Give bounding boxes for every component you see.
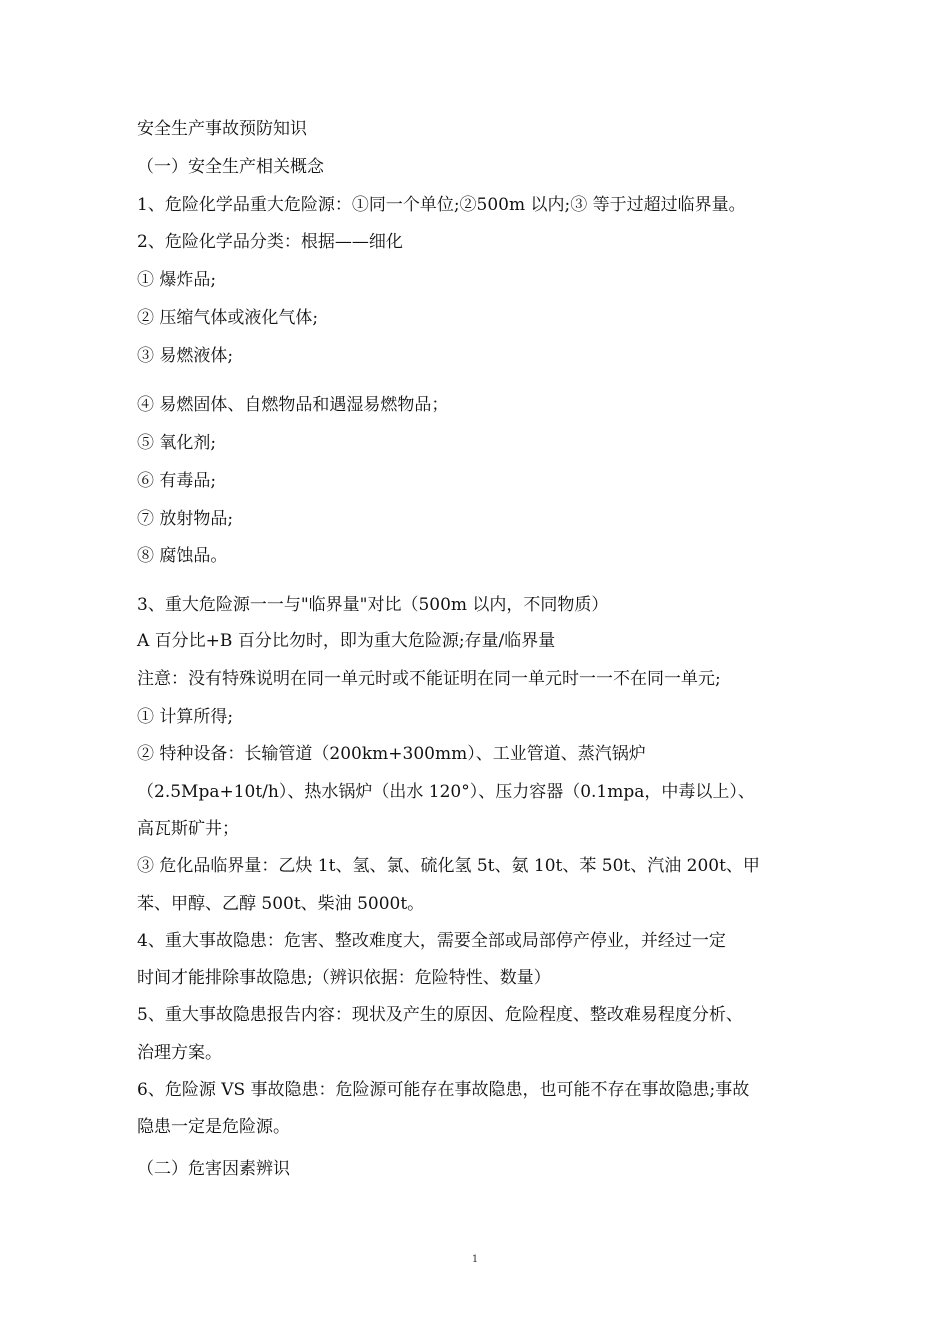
section-heading: （一）安全生产相关概念	[137, 157, 324, 177]
list-item: ③ 危化品临界量：乙炔 1t、氢、氯、硫化氢 5t、氨 10t、苯 50t、汽油 200t、甲	[137, 856, 760, 876]
paragraph-line: （2.5Mpa+10t/h）、热水锅炉（出水 120°）、压力容器（0.1mpa，中毒以上）、	[137, 782, 755, 802]
list-item: ① 计算所得;	[137, 707, 234, 727]
paragraph-line: 6、危险源 VS 事故隐患：危险源可能存在事故隐患，也可能不存在事故隐患;事故	[137, 1080, 750, 1100]
paragraph-line: 时间才能排除事故隐患;（辨识依据：危险特性、数量）	[137, 968, 551, 988]
paragraph-line: 高瓦斯矿井；	[137, 819, 239, 839]
section-heading: （二）危害因素辨识	[137, 1159, 290, 1179]
list-item: ⑥ 有毒品;	[137, 471, 217, 491]
list-item: ⑦ 放射物品;	[137, 509, 234, 529]
paragraph-line: 隐患一定是危险源。	[137, 1117, 290, 1137]
list-item: ② 压缩气体或液化气体;	[137, 308, 319, 328]
document-title: 安全生产事故预防知识	[137, 119, 307, 139]
list-item: ④ 易燃固体、自燃物品和遇湿易燃物品；	[137, 395, 449, 415]
paragraph-line: 2、危险化学品分类：根据——细化	[137, 232, 403, 252]
paragraph-line: 治理方案。	[137, 1043, 222, 1063]
list-item: ① 爆炸品;	[137, 270, 217, 290]
paragraph-line: 3、重大危险源一一与"临界量"对比（500m 以内，不同物质）	[137, 595, 609, 615]
paragraph-line: 5、重大事故隐患报告内容：现状及产生的原因、危险程度、整改难易程度分析、	[137, 1005, 743, 1025]
list-item: ⑧ 腐蚀品。	[137, 546, 228, 566]
list-item: ② 特种设备：长输管道（200km+300mm）、工业管道、蒸汽锅炉	[137, 744, 646, 764]
page-number: 1	[471, 1254, 479, 1265]
list-item: ⑤ 氧化剂;	[137, 433, 217, 453]
paragraph-line: 1、危险化学品重大危险源：①同一个单位;②500m 以内;③ 等于过超过临界量。	[137, 195, 746, 215]
list-item: ③ 易燃液体;	[137, 346, 234, 366]
paragraph-line: 注意：没有特殊说明在同一单元时或不能证明在同一单元时一一不在同一单元;	[137, 669, 721, 689]
paragraph-line: 4、重大事故隐患：危害、整改难度大，需要全部或局部停产停业，并经过一定	[137, 931, 726, 951]
paragraph-line: 苯、甲醇、乙醇 500t、柴油 5000t。	[137, 894, 425, 914]
paragraph-line: A 百分比+B 百分比勿时，即为重大危险源;存量/临界量	[137, 631, 556, 651]
